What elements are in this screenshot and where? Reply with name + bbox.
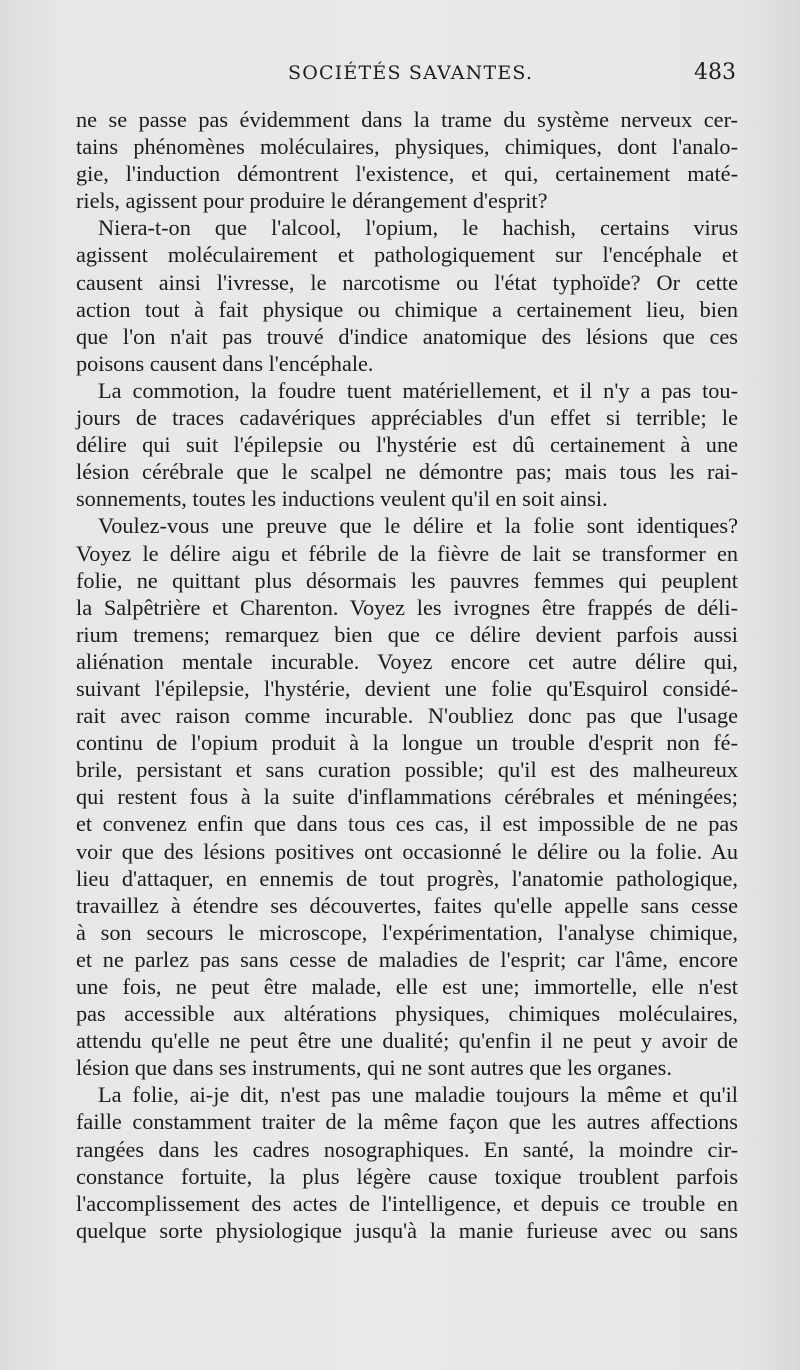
text-line: Voulez-vous une preuve que le délire et la folie sont identiques?	[98, 513, 738, 539]
text-line: lieu d'attaquer, en ennemis de tout progrès, l'anatomie pathologique,	[76, 865, 738, 891]
text-line: ne se passe pas évidemment dans la trame du système nerveux cer-	[76, 107, 738, 132]
text-line: lésion cérébrale que le scalpel ne démontre pas; mais tous les rai-	[76, 459, 738, 485]
text-line: qui restent fous à la suite d'inflammations cérébrales et méningées;	[76, 784, 738, 810]
text-line: une fois, ne peut être malade, elle est une; immortelle, elle n'est	[76, 974, 738, 999]
text-line: l'accomplissement des actes de l'intelligence, et depuis ce trouble en	[76, 1190, 738, 1216]
text-line: attendu qu'elle ne peut être une dualité; qu'enfin il ne peut y avoir de	[76, 1028, 738, 1054]
page-header	[76, 62, 736, 92]
text-line: lésion que dans ses instruments, qui ne sont autres que les organes.	[76, 1055, 672, 1081]
text-line: pas accessible aux altérations physiques, chimiques moléculaires,	[76, 1001, 738, 1027]
running-title: SOCIÉTÉS SAVANTES.	[288, 62, 534, 84]
text-line: que l'on n'ait pas trouvé d'indice anatomique des lésions que ces	[76, 323, 738, 349]
text-line: rangées dans les cadres nosographiques. En santé, la moindre cir-	[76, 1136, 738, 1162]
text-line: action tout à fait physique ou chimique a certainement lieu, bien	[76, 296, 738, 322]
text-line: jours de traces cadavériques appréciables d'un effet si terrible; le	[76, 405, 738, 431]
text-line: quelque sorte physiologique jusqu'à la manie furieuse avec ou sans	[76, 1217, 738, 1243]
text-line: et ne parlez pas sans cesse de maladies de l'esprit; car l'âme, encore	[76, 946, 738, 972]
text-line: Niera-t-on que l'alcool, l'opium, le hachish, certains virus	[98, 215, 738, 241]
text-line: causent ainsi l'ivresse, le narcotisme ou l'état typhoïde? Or cette	[76, 269, 738, 295]
text-line: agissent moléculairement et pathologiquement sur l'encéphale et	[76, 242, 738, 268]
text-line: riels, agissent pour produire le dérangement d'esprit?	[76, 188, 548, 214]
text-line: suivant l'épilepsie, l'hystérie, devient une folie qu'Esquirol considé-	[76, 675, 738, 701]
text-line: tains phénomènes moléculaires, physiques, chimiques, dont l'analo-	[76, 134, 738, 160]
text-line: rait avec raison comme incurable. N'oubliez donc pas que l'usage	[76, 703, 738, 729]
text-line: gie, l'induction démontrent l'existence, et qui, certainement maté-	[76, 161, 738, 187]
text-line: poisons causent dans l'encéphale.	[76, 350, 374, 376]
text-line: la Salpêtrière et Charenton. Voyez les ivrognes être frappés de déli-	[76, 594, 738, 620]
text-line: continu de l'opium produit à la longue un trouble d'esprit non fé-	[76, 730, 738, 756]
text-line: brile, persistant et sans curation possible; qu'il est des malheureux	[76, 757, 738, 783]
text-line: aliénation mentale incurable. Voyez encore cet autre délire qui,	[76, 648, 738, 674]
text-line: et convenez enfin que dans tous ces cas, il est impossible de ne pas	[76, 811, 738, 837]
text-line: à son secours le microscope, l'expérimentation, l'analyse chimique,	[76, 919, 738, 945]
text-line: faille constamment traiter de la même façon que les autres affections	[76, 1109, 738, 1135]
text-line: folie, ne quittant plus désormais les pauvres femmes qui peuplent	[76, 567, 738, 593]
text-line: constance fortuite, la plus légère cause toxique troublent parfois	[76, 1163, 738, 1189]
body-text	[76, 106, 738, 1244]
text-line: rium tremens; remarquez bien que ce délire devient parfois aussi	[76, 621, 738, 647]
text-line: travaillez à étendre ses découvertes, faites qu'elle appelle sans cesse	[76, 892, 738, 918]
text-line: La commotion, la foudre tuent matériellement, et il n'y a pas tou-	[98, 377, 738, 403]
text-line: délire qui suit l'épilepsie ou l'hystérie est dû certainement à une	[76, 432, 738, 458]
text-line: La folie, ai-je dit, n'est pas une maladie toujours la même et qu'il	[98, 1082, 738, 1108]
text-line: Voyez le délire aigu et fébrile de la fièvre de lait se transformer en	[76, 540, 738, 566]
text-line: sonnements, toutes les inductions veulent qu'il en soit ainsi.	[76, 486, 608, 512]
text-line: voir que des lésions positives ont occasionné le délire ou la folie. Au	[76, 838, 738, 864]
page-number: 483	[694, 60, 736, 85]
